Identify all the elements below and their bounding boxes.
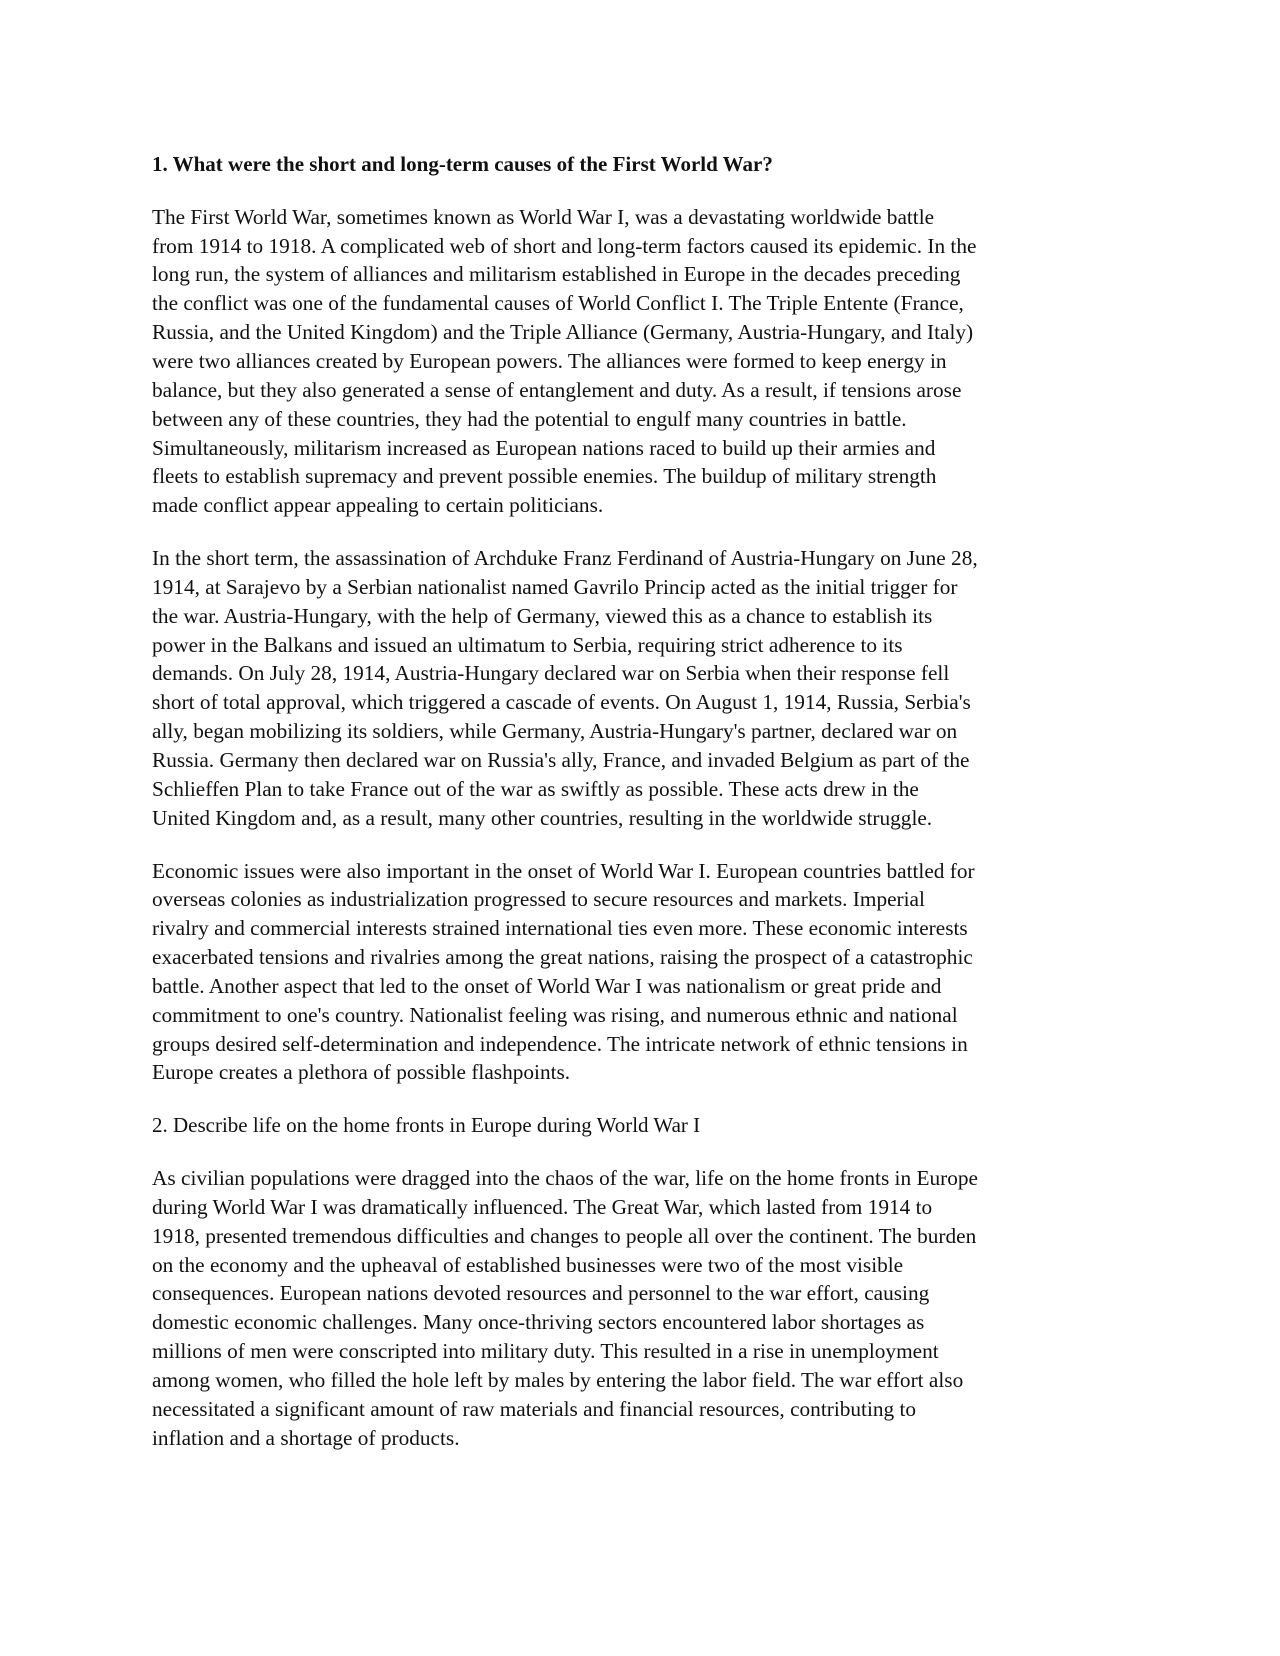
question-2-heading: 2. Describe life on the home fronts in Europe during World War I: [152, 1113, 701, 1138]
text-line: ally, began mobilizing its soldiers, while Germany, Austria-Hungary's partner, declared war on: [152, 719, 958, 744]
text-line: power in the Balkans and issued an ultimatum to Serbia, requiring strict adherence to its: [152, 632, 903, 657]
text-line: United Kingdom and, as a result, many other countries, resulting in the worldwide struggle.: [152, 805, 933, 830]
text-line: commitment to one's country. Nationalist feeling was rising, and numerous ethnic and national: [152, 1002, 958, 1027]
text-line: necessitated a significant amount of raw materials and financial resources, contributing to: [152, 1396, 917, 1421]
text-line: Economic issues were also important in the onset of World War I. European countries battled for: [152, 858, 975, 883]
text-line: made conflict appear appealing to certain politicians.: [152, 493, 604, 518]
text-line: battle. Another aspect that led to the onset of World War I was nationalism or great pride and: [152, 973, 942, 998]
text-line: 1914, at Sarajevo by a Serbian nationalist named Gavrilo Princip acted as the initial trigger for: [152, 574, 958, 599]
question-1-heading: 1. What were the short and long-term causes of the First World War?: [152, 152, 773, 176]
section-2-paragraph-1: [152, 1164, 1137, 1452]
text-line: fleets to establish supremacy and prevent possible enemies. The buildup of military strength: [152, 464, 937, 489]
text-line: among women, who filled the hole left by males by entering the labor field. The war effort also: [152, 1367, 964, 1392]
text-line: In the short term, the assassination of Archduke Franz Ferdinand of Austria-Hungary on June 28,: [152, 546, 978, 571]
text-line: groups desired self-determination and independence. The intricate network of ethnic tensions in: [152, 1031, 968, 1056]
section-1-paragraph-3: [152, 857, 1137, 1088]
text-line: Russia. Germany then declared war on Russia's ally, France, and invaded Belgium as part of the: [152, 747, 970, 772]
text-line: balance, but they also generated a sense of entanglement and duty. As a result, if tensions arose: [152, 377, 962, 402]
section-1: [152, 150, 1137, 1087]
text-line: the conflict was one of the fundamental causes of World Conflict I. The Triple Entente (France,: [152, 291, 964, 316]
text-line: during World War I was dramatically influenced. The Great War, which lasted from 1914 to: [152, 1194, 933, 1219]
document-page: [152, 150, 1137, 1477]
section-1-paragraph-2: [152, 544, 1137, 832]
text-line: Russia, and the United Kingdom) and the Triple Alliance (Germany, Austria-Hungary, and Italy): [152, 320, 974, 345]
text-line: rivalry and commercial interests strained international ties even more. These economic interests: [152, 916, 968, 941]
text-line: Schlieffen Plan to take France out of the war as swiftly as possible. These acts drew in the: [152, 776, 919, 801]
text-line: demands. On July 28, 1914, Austria-Hungary declared war on Serbia when their response fell: [152, 661, 950, 686]
text-line: overseas colonies as industrialization progressed to secure resources and markets. Imperial: [152, 887, 925, 912]
text-line: exacerbated tensions and rivalries among the great nations, raising the prospect of a catastrophic: [152, 945, 973, 970]
text-line: from 1914 to 1918. A complicated web of short and long-term factors caused its epidemic. In the: [152, 233, 977, 258]
text-line: on the economy and the upheaval of established businesses were two of the most visible: [152, 1252, 904, 1277]
text-line: short of total approval, which triggered a cascade of events. On August 1, 1914, Russia, Serbia's: [152, 690, 971, 715]
text-line: millions of men were conscripted into military duty. This resulted in a rise in unemployment: [152, 1339, 939, 1364]
text-line: long run, the system of alliances and militarism established in Europe in the decades preceding: [152, 262, 961, 287]
text-line: the war. Austria-Hungary, with the help of Germany, viewed this as a chance to establish its: [152, 603, 933, 628]
text-line: consequences. European nations devoted resources and personnel to the war effort, causing: [152, 1281, 930, 1306]
text-line: The First World War, sometimes known as World War I, was a devastating worldwide battle: [152, 204, 935, 229]
text-line: inflation and a shortage of products.: [152, 1425, 460, 1450]
text-line: domestic economic challenges. Many once-thriving sectors encountered labor shortages as: [152, 1310, 925, 1335]
text-line: between any of these countries, they had the potential to engulf many countries in battle.: [152, 406, 907, 431]
text-line: Europe creates a plethora of possible flashpoints.: [152, 1060, 571, 1085]
text-line: As civilian populations were dragged into the chaos of the war, life on the home fronts in Europe: [152, 1166, 978, 1191]
section-1-paragraph-1: [152, 203, 1137, 520]
text-line: were two alliances created by European powers. The alliances were formed to keep energy in: [152, 349, 947, 374]
section-2: [152, 1111, 1137, 1452]
text-line: Simultaneously, militarism increased as European nations raced to build up their armies and: [152, 435, 936, 460]
text-line: 1918, presented tremendous difficulties and changes to people all over the continent. The burden: [152, 1223, 977, 1248]
